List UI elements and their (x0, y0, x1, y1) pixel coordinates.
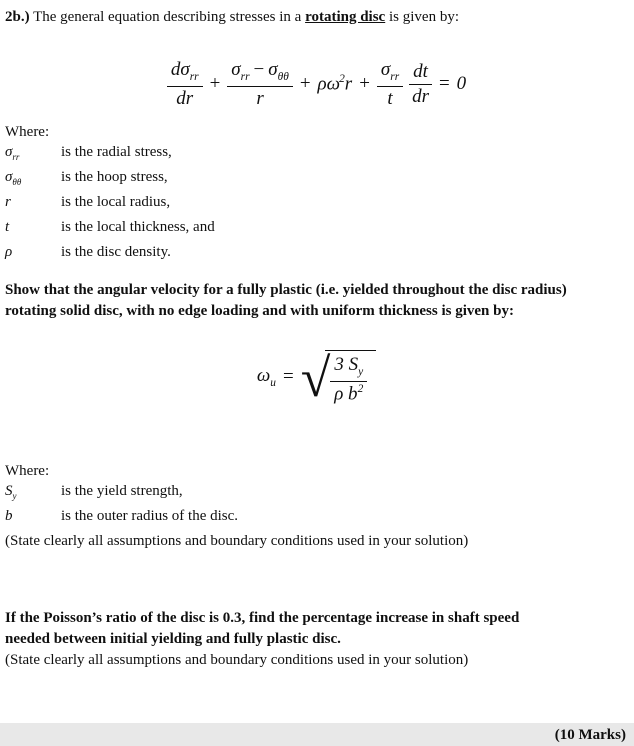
b-squared-exponent: 2 (357, 382, 364, 395)
definition-row-radial-stress (5, 142, 628, 167)
frac-dsigma-dr-denominator: dr (176, 87, 194, 109)
definition-row-local-radius (5, 192, 628, 217)
symbol-glyph: σ (5, 143, 13, 160)
symbol-glyph: σ (5, 168, 13, 185)
definition-text: is the hoop stress, (61, 168, 168, 185)
definition-row-disc-density (5, 242, 628, 267)
where-label-2: Where: (5, 462, 50, 479)
question-title (5, 7, 628, 27)
symbol-definition-list-2 (5, 481, 628, 531)
task-line: needed between initial yielding and fully plastic disc. (5, 630, 341, 647)
sigma-symbol: σ (268, 59, 278, 80)
symbol-glyph: S (5, 482, 13, 499)
symbol-subscript: θθ (12, 176, 22, 187)
radicand-numerator (330, 354, 367, 382)
frac-sigma-thickness-numerator (377, 59, 403, 87)
frac-dt-dr (409, 61, 432, 109)
centrifugal-term (318, 73, 353, 95)
omega-squared-exponent: 2 (339, 73, 345, 86)
main-stress-equation (5, 59, 628, 110)
minus-operator: − (253, 59, 265, 80)
frac-sigma-difference-numerator (227, 59, 293, 87)
definition-row-outer-radius (5, 506, 628, 531)
assumptions-note-1: (State clearly all assumptions and boundary conditions used in your solution) (5, 532, 469, 549)
frac-dt-dr-numerator: dt (409, 61, 432, 86)
symbol-sigma-rr (5, 142, 61, 167)
radicand-denominator (334, 382, 363, 405)
task-show-angular-velocity (5, 280, 628, 322)
symbol-b (5, 506, 61, 531)
radius-symbol: r (344, 73, 353, 95)
sigma-symbol: σ (231, 59, 241, 80)
task-poisson-ratio (5, 608, 628, 650)
symbol-rho (5, 242, 61, 267)
symbol-subscript: y (12, 490, 17, 501)
definition-text: is the local thickness, and (61, 218, 215, 235)
angular-velocity-equation (5, 348, 628, 409)
definition-text: is the radial stress, (61, 143, 172, 160)
definition-text: is the disc density. (61, 243, 171, 260)
frac-sigma-difference (227, 59, 293, 110)
plus-operator: + (209, 73, 221, 95)
title-emphasis-rotating-disc: rotating disc (305, 9, 386, 25)
frac-sigma-thickness-denominator: t (387, 87, 393, 109)
omega-subscript: u (270, 376, 276, 389)
sigma-subscript: rr (390, 70, 400, 83)
rho-b: ρ b (334, 382, 358, 404)
frac-dsigma-dr (167, 59, 203, 110)
rhs-zero: 0 (456, 73, 467, 95)
symbol-definition-list-1 (5, 142, 628, 267)
symbol-r (5, 192, 61, 217)
three-Sy: 3 S (334, 353, 359, 375)
plus-operator: + (359, 73, 370, 95)
symbol-glyph: ρ (5, 243, 13, 260)
Sy-subscript: y (358, 365, 364, 378)
task-line: If the Poisson’s ratio of the disc is 0.3, find the percentage increase in shaft speed (5, 609, 520, 626)
sigma-subscript: rr (240, 70, 250, 83)
frac-sigma-thickness (377, 59, 403, 110)
omega-u-symbol (257, 365, 276, 390)
sigma-symbol: σ (180, 59, 190, 80)
symbol-glyph: t (5, 218, 10, 235)
definition-text: is the outer radius of the disc. (61, 507, 239, 524)
task-line: Show that the angular velocity for a fully plastic (i.e. yielded throughout the disc radius) (5, 281, 567, 298)
definition-row-hoop-stress (5, 167, 628, 192)
title-text-before: The general equation describing stresses in a (29, 9, 306, 25)
d-symbol: d (170, 59, 181, 80)
symbol-sigma-theta-theta (5, 167, 61, 192)
task-line: rotating solid disc, with no edge loading and with uniform thickness is given by: (5, 302, 514, 319)
assumptions-note-2: (State clearly all assumptions and boundary conditions used in your solution) (5, 651, 469, 668)
omega-glyph: ω (256, 364, 271, 386)
symbol-subscript: rr (12, 151, 20, 162)
question-number: 2b.) (5, 9, 30, 25)
frac-yield-over-density (330, 354, 367, 405)
title-text-after: is given by: (385, 9, 459, 25)
equals-operator: = (438, 73, 450, 95)
symbol-t (5, 217, 61, 242)
definition-row-local-thickness (5, 217, 628, 242)
definition-row-yield-strength (5, 481, 628, 506)
definition-text: is the yield strength, (61, 482, 183, 499)
symbol-Sy (5, 481, 61, 506)
rho-omega: ρω (317, 73, 341, 95)
frac-sigma-difference-denominator: r (256, 87, 264, 109)
frac-dsigma-dr-numerator (167, 59, 203, 87)
sigma-subscript: θθ (277, 70, 289, 83)
frac-dt-dr-denominator: dr (412, 86, 430, 108)
sigma-symbol: σ (380, 59, 391, 80)
definition-text: is the local radius, (61, 193, 171, 210)
symbol-glyph: b (5, 507, 13, 524)
plus-operator: + (299, 73, 311, 95)
marks-label: (10 Marks) (554, 726, 626, 743)
symbol-glyph: r (5, 193, 11, 210)
radicand (325, 350, 376, 405)
sigma-subscript: rr (189, 70, 199, 83)
square-root-expression (300, 348, 376, 409)
where-label-1: Where: (5, 123, 50, 140)
radical-icon: √ (300, 348, 331, 409)
equals-operator: = (282, 366, 294, 388)
